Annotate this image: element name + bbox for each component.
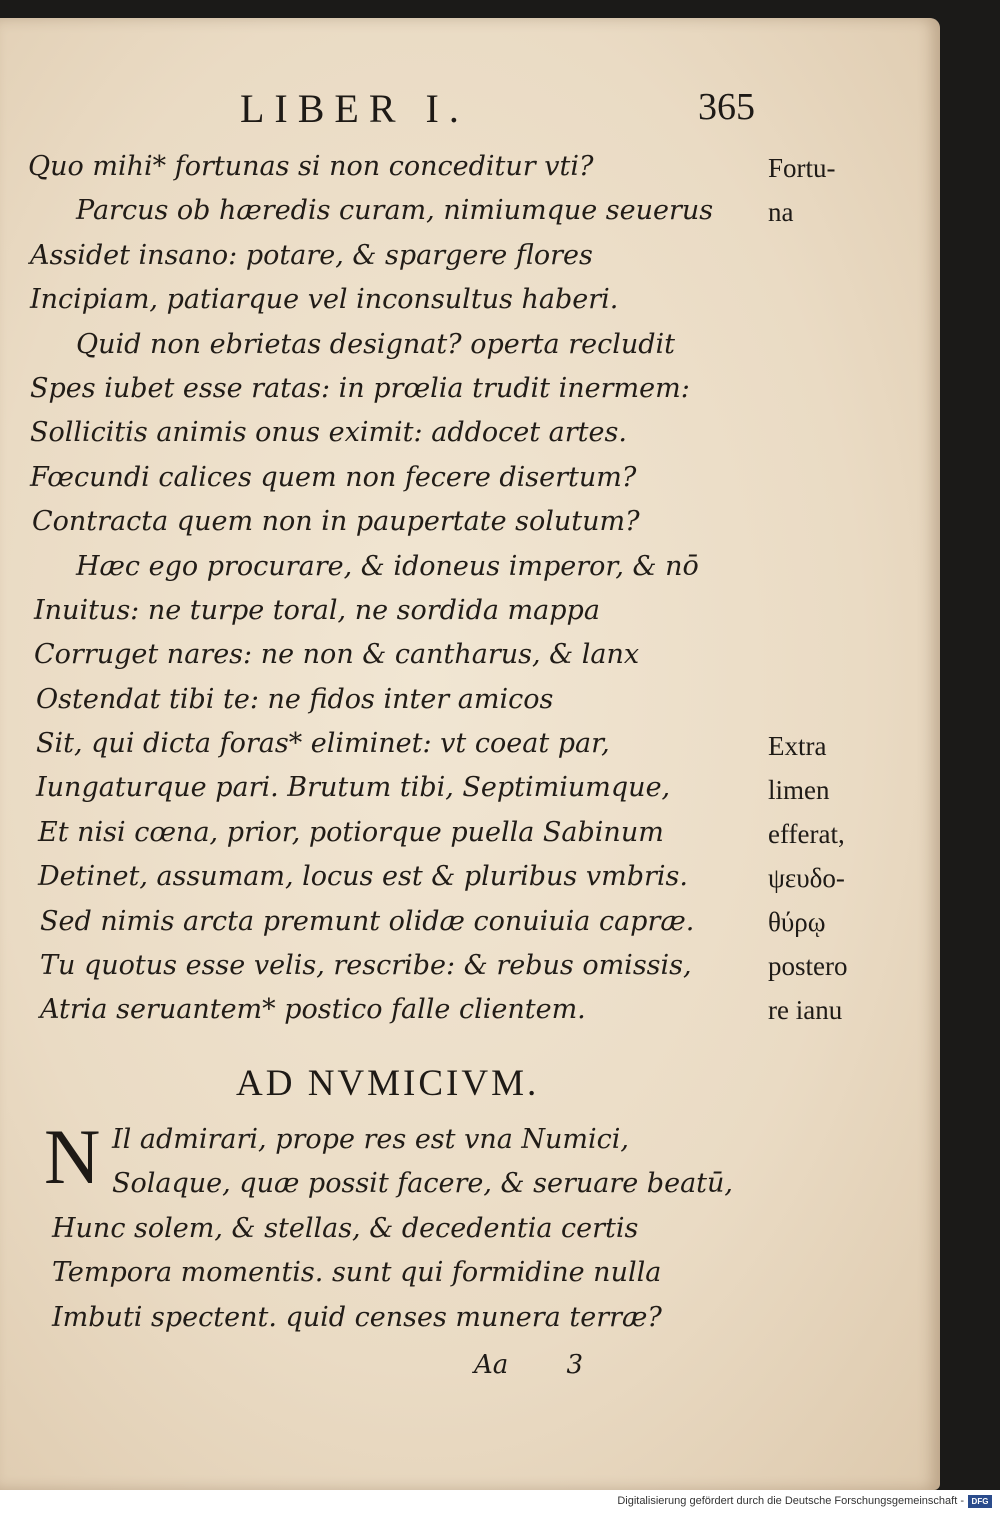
verse-line: Tempora momentis. sunt qui formidine nulla	[52, 1257, 662, 1289]
verse-line: Detinet, assumam, locus est & pluribus vmbris.	[38, 861, 688, 893]
margin-note-line: ψευδο-	[768, 863, 845, 893]
margin-note-line: Extra	[768, 731, 827, 761]
verse-line: Tu quotus esse velis, rescribe: & rebus omissis,	[40, 950, 692, 982]
verse-line: Assidet insano: potare, & spargere flores	[30, 239, 593, 271]
verse-line: Imbuti spectent. quid censes munera terræ?	[52, 1301, 662, 1333]
verse-line: Sollicitis animis onus eximit: addocet artes.	[30, 417, 627, 449]
verse-line: Quid non ebrietas designat? operta recludit	[76, 328, 675, 360]
verse-line: Parcus ob hæredis curam, nimiumque seuerus	[76, 195, 714, 227]
verse-line: Hunc solem, & stellas, & decedentia certis	[52, 1212, 639, 1244]
verse-line: Et nisi cœna, prior, potiorque puella Sabinum	[38, 816, 664, 848]
section-title: AD NVMICIVM.	[236, 1063, 540, 1104]
verse-line: Il admirari, prope res est vna Numici,	[112, 1124, 630, 1155]
verse-line: Quo mihi* fortunas si non conceditur vti?	[28, 151, 594, 182]
margin-note-line: na	[768, 197, 794, 227]
footer-strip	[0, 1490, 1000, 1515]
page-header	[240, 85, 760, 135]
verse-line: Sit, qui dicta foras* eliminet: vt coeat par,	[36, 728, 610, 760]
margin-note-line: postero	[768, 951, 848, 981]
margin-note-line: Fortu-	[768, 153, 836, 183]
verse-line: Corruget nares: ne non & cantharus, & lanx	[34, 639, 640, 671]
verse-line: Contracta quem non in paupertate solutum?	[32, 506, 640, 538]
section-verse-block	[0, 1113, 780, 1340]
page-number: 365	[698, 86, 755, 128]
margin-note-fortuna	[768, 146, 836, 234]
verse-line: Solaque, quæ possit facere, & seruare beatū,	[112, 1168, 733, 1200]
verse-block	[0, 145, 780, 1033]
verse-line: Sed nimis arcta premunt olidæ conuiuia capræ.	[40, 905, 695, 937]
verse-line: Atria seruantem* postico falle clientem.	[40, 994, 586, 1026]
footer-credit: Digitalisierung gefördert durch die Deutsche Forschungsgemeinschaft -	[617, 1495, 964, 1507]
signature-mark: Aa 3	[474, 1350, 584, 1380]
verse-line: Hæc ego procurare, & idoneus imperor, & nō	[76, 550, 699, 582]
verse-line: Fœcundi calices quem non fecere disertum?	[30, 461, 637, 493]
margin-note-extra-limen	[768, 724, 847, 1032]
verse-line: Ostendat tibi te: ne fidos inter amicos	[36, 683, 554, 715]
verse-line: Iungaturque pari. Brutum tibi, Septimiumque,	[36, 772, 671, 804]
verse-line: Incipiam, patiarque vel inconsultus haberi.	[30, 284, 619, 316]
drop-capital: N	[44, 1113, 101, 1200]
margin-note-line: limen	[768, 775, 830, 805]
dfg-logo: DFG	[968, 1495, 992, 1508]
margin-note-line: efferat,	[768, 819, 845, 849]
running-head: LIBER I.	[240, 86, 469, 131]
verse-line: Spes iubet esse ratas: in prœlia trudit inermem:	[30, 372, 690, 404]
verse-line: Inuitus: ne turpe toral, ne sordida mappa	[34, 594, 600, 626]
margin-note-line: θύρῳ	[768, 907, 826, 937]
margin-note-line: re ianu	[768, 995, 843, 1025]
